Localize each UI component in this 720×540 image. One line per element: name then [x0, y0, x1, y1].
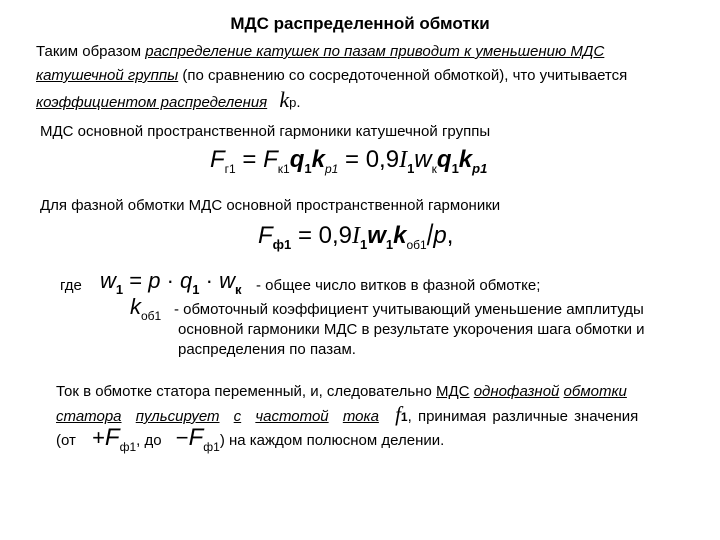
f1-sub: 1 — [400, 410, 408, 424]
link-winding[interactable]: обмотки — [563, 383, 627, 400]
f2-sub-f1: ф1 — [272, 237, 292, 252]
f2-symbol: F — [258, 222, 273, 249]
para1-link-coil-group[interactable]: катушечной группы — [36, 67, 179, 84]
q-sub: 1 — [304, 161, 312, 176]
q3-symbol: q — [180, 268, 193, 293]
k2-symbol: k — [393, 222, 407, 249]
p3-symbol: p — [148, 268, 161, 293]
fph-symbol: F — [104, 424, 120, 451]
w-symbol: w — [414, 146, 432, 173]
q3-sub: 1 — [192, 282, 200, 297]
para4-line2 — [56, 404, 638, 427]
fph-sub-2: ф1 — [203, 440, 220, 454]
slash: / — [426, 218, 434, 253]
q-symbol: q — [289, 146, 305, 173]
f-eq: = — [235, 146, 264, 173]
dot1: · — [160, 268, 181, 293]
w2-sub: 1 — [385, 237, 394, 252]
k-sub-p1-2: р1 — [472, 161, 488, 176]
para4-from: (от — [56, 432, 76, 449]
kp-symbol: k — [279, 87, 290, 112]
para3: Для фазной обмотки МДС основной пространственной гармоники — [40, 197, 501, 214]
formula-phase-mmf — [258, 218, 454, 253]
q-sub-2: 1 — [451, 161, 459, 176]
where-label: где — [60, 277, 82, 294]
i-symbol: I — [399, 147, 408, 173]
link-stator[interactable]: статора — [56, 408, 122, 425]
link-mmf[interactable]: МДС — [436, 383, 470, 400]
k-sub-p1: р1 — [324, 162, 339, 176]
para1-line1 — [36, 42, 604, 62]
w3-sub: 1 — [115, 282, 124, 297]
where-desc1: - общее число витков в фазной обмотке; — [256, 277, 541, 294]
i-sub: 1 — [407, 161, 415, 176]
para4-end: ) на каждом полюсном делении. — [219, 432, 445, 449]
wk-sub: к — [234, 282, 242, 297]
para4-line1 — [56, 382, 627, 402]
link-pulsates[interactable]: пульсирует — [135, 408, 220, 425]
link-single-phase[interactable]: однофазной — [473, 383, 560, 400]
formula-winding-coef — [130, 294, 161, 323]
i2-symbol: I — [352, 223, 360, 249]
k-symbol: k — [311, 146, 325, 173]
link-current[interactable]: тока — [342, 408, 379, 425]
p-symbol: p — [433, 222, 447, 249]
i2-sub: 1 — [360, 237, 368, 252]
para4-line3 — [56, 424, 445, 457]
comma: , — [446, 222, 454, 249]
fph-symbol-2: F — [188, 424, 204, 451]
fph-sub: ф1 — [119, 440, 137, 454]
kp-sub: р — [289, 95, 297, 110]
where-desc2-line3: распределения по пазам. — [178, 341, 356, 358]
f1-symbol: f — [395, 402, 401, 426]
w3-eq: = — [123, 268, 149, 293]
f-sub-k1: к1 — [277, 162, 290, 176]
para4-text: Ток в обмотке статора переменный, и, следовательно — [56, 383, 437, 400]
para1-line2 — [36, 66, 627, 86]
plus-sign: + — [92, 425, 105, 450]
f2-eq: = 0,9 — [291, 222, 352, 249]
formula-coil-group-mmf — [210, 146, 487, 176]
para2: МДС основной пространственной гармоники катушечной группы — [40, 123, 491, 140]
para1-link-distribution[interactable]: распределение катушек по пазам приводит к уменьшению МДС — [145, 43, 605, 60]
where-desc2-line2: основной гармоники МДС в результате укорочения шага обмотки и — [178, 321, 645, 338]
dot2: · — [199, 268, 220, 293]
kob-sub: об1 — [141, 309, 162, 323]
w3-symbol: w — [100, 268, 116, 293]
f-eq-2: = — [338, 146, 366, 173]
f-symbol: F — [210, 146, 225, 173]
q-symbol-2: q — [436, 146, 452, 173]
para4-to: , до — [136, 432, 162, 449]
para4-text2: , принимая различные значения — [407, 408, 639, 425]
para1-text2: (по сравнению со сосредоточенной обмоткой), что учитывается — [178, 67, 628, 84]
wk-symbol: w — [219, 268, 235, 293]
k-symbol-2: k — [458, 146, 473, 173]
para1-text: Таким образом — [36, 43, 146, 60]
coef: 0,9 — [365, 146, 400, 173]
f-symbol-2: F — [263, 146, 278, 173]
para1-line3 — [36, 87, 301, 113]
link-frequency[interactable]: частотой — [255, 408, 329, 425]
minus-sign: − — [175, 425, 189, 450]
formula-turns — [100, 268, 241, 297]
link-with[interactable]: с — [233, 408, 242, 425]
kob-symbol: k — [130, 294, 141, 319]
f-sub-g1: г1 — [224, 162, 236, 176]
para1-link-distribution-coef[interactable]: коэффициентом распределения — [36, 94, 268, 111]
where-desc2-line1: - обмоточный коэффициент учитывающий уменьшение амплитуды — [174, 301, 644, 318]
k2-sub-ob1: об1 — [406, 238, 427, 252]
w-sub-k: к — [431, 162, 437, 176]
para1-period: . — [296, 94, 301, 111]
w2-symbol: w — [367, 222, 386, 249]
page-title: МДС распределенной обмотки — [230, 14, 490, 33]
